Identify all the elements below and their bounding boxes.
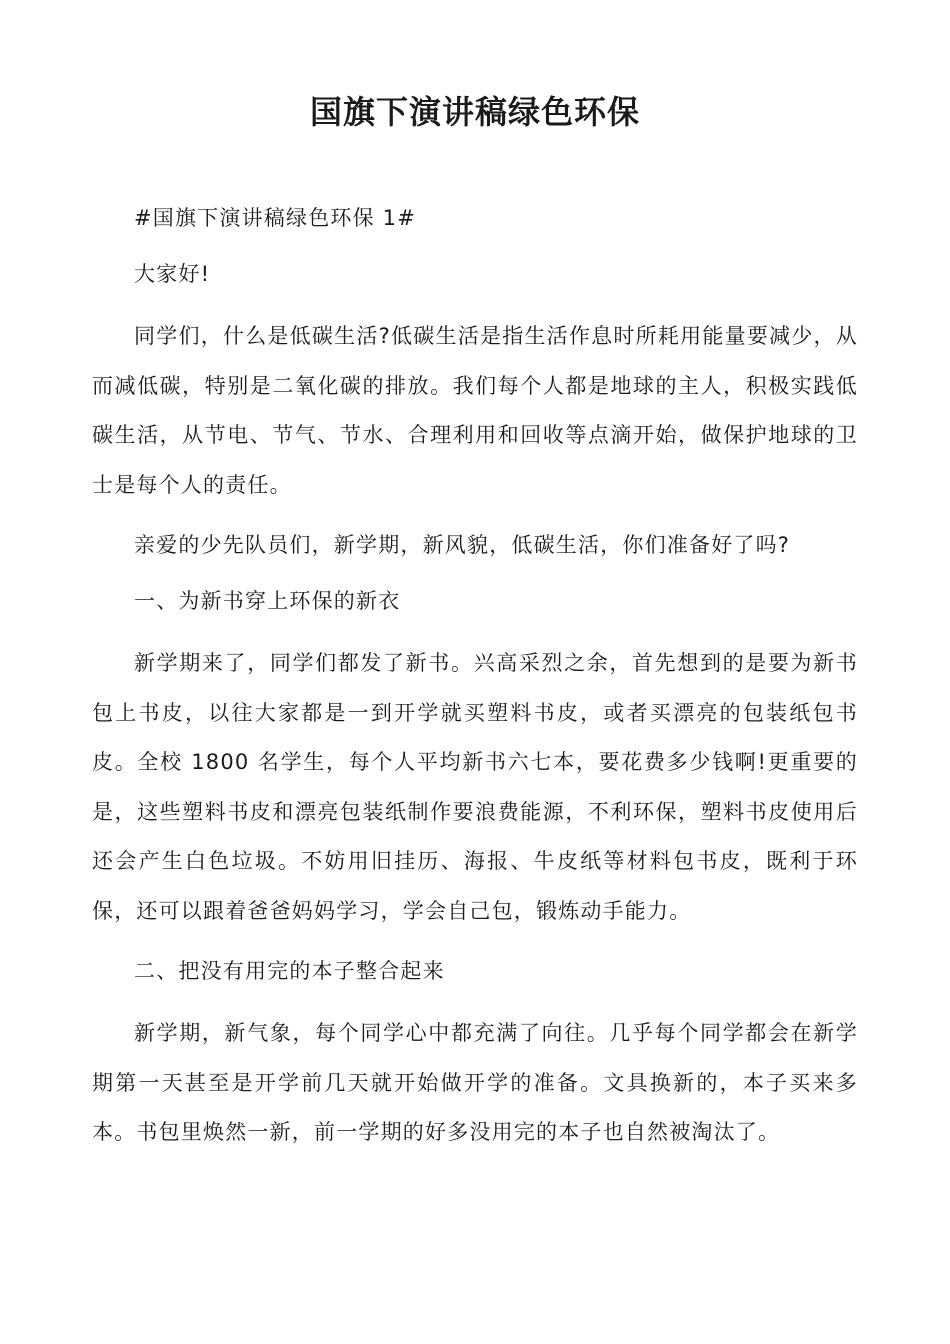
subsection-heading: 一、为新书穿上环保的新衣: [134, 589, 401, 613]
document-body: [92, 200, 858, 1175]
body-paragraph: 新学期来了，同学们都发了新书。兴高采烈之余，首先想到的是要为新书包上书皮，以往大家都是一到开学就买塑料书皮，或者买漂亮的包装纸包书皮。全校 1800 名学生，每个人平均新书六七本，要花费多少钱啊!更重要的是，这些塑料书皮和漂亮包装纸制作要浪费能源，不利环保，塑料书皮使用后还会产生白色垃圾。不妨用旧挂历、海报、牛皮纸等材料包书皮，既利于环保，还可以跟着爸爸妈妈学习，学会自己包，锻炼动手能力。: [92, 651, 858, 923]
body-paragraph: 亲爱的少先队员们，新学期，新风貌，低碳生活，你们准备好了吗?: [134, 533, 791, 557]
section-heading: #国旗下演讲稿绿色环保 1#: [134, 206, 417, 230]
greeting-paragraph: 大家好!: [134, 262, 211, 286]
body-paragraph: 同学们，什么是低碳生活?低碳生活是指生活作息时所耗用能量要减少，从而减低碳，特别是二氧化碳的排放。我们每个人都是地球的主人，积极实践低碳生活，从节电、节气、节水、合理利用和回收等点滴开始，做保护地球的卫士是每个人的责任。: [92, 324, 858, 497]
body-paragraph: 新学期，新气象，每个同学心中都充满了向往。几乎每个同学都会在新学期第一天甚至是开学前几天就开始做开学的准备。文具换新的，本子买来多本。书包里焕然一新，前一学期的好多没用完的本子也自然被淘汰了。: [92, 1021, 858, 1144]
subsection-heading: 二、把没有用完的本子整合起来: [134, 959, 445, 983]
document-title: 国旗下演讲稿绿色环保: [309, 93, 640, 131]
